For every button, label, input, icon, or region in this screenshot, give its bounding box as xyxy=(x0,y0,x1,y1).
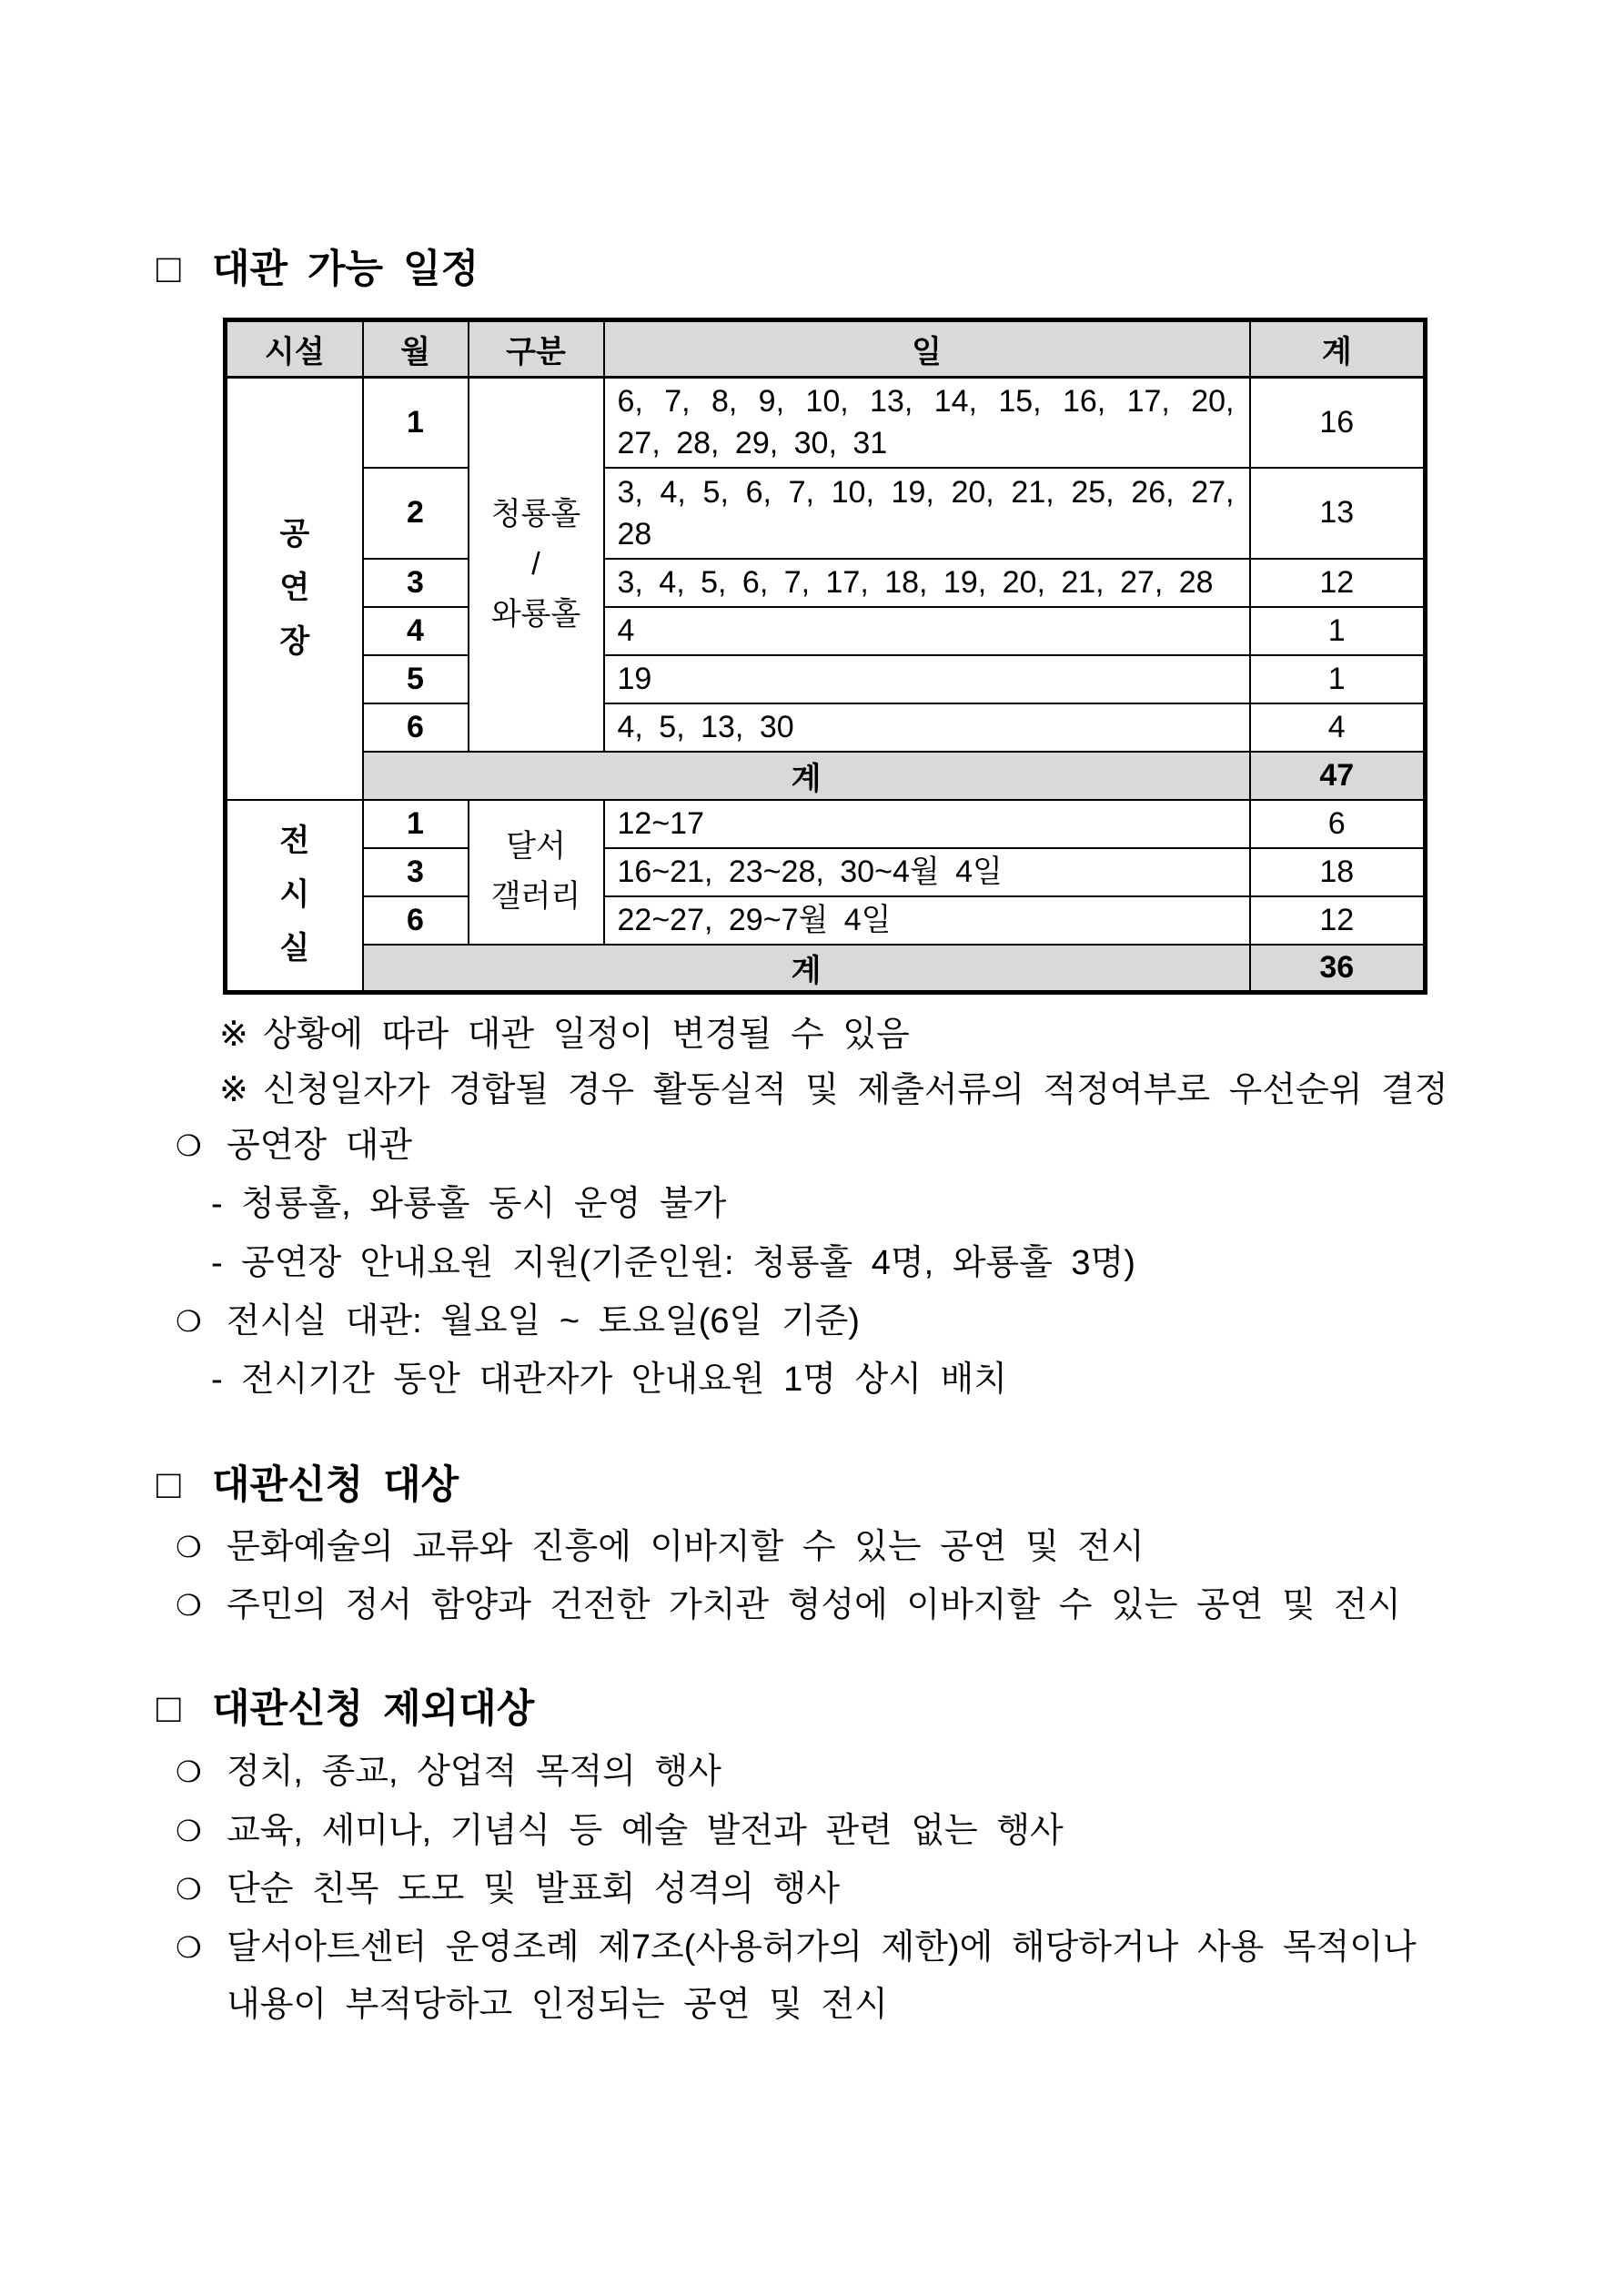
bullet-item xyxy=(0,1922,1624,1973)
facility-cell-performance xyxy=(226,378,363,800)
month-cell: 6 xyxy=(363,703,469,752)
circle-bullet-icon: ❍ xyxy=(176,1589,202,1622)
facility-label: 공연장 xyxy=(279,517,310,660)
subtotal-value: 47 xyxy=(1250,752,1426,800)
count-cell: 1 xyxy=(1250,607,1426,655)
subtotal-row xyxy=(226,945,1426,993)
category-cell-halls xyxy=(469,378,604,752)
count-cell: 6 xyxy=(1250,800,1426,848)
days-cell xyxy=(604,896,1250,945)
section-title: 대관 가능 일정 xyxy=(212,248,479,291)
days-cell xyxy=(604,607,1250,655)
sub-item-text: 공연장 안내요원 지원(기준인원: 청룡홀 4명, 와룡홀 3명) xyxy=(241,1244,1135,1282)
month-cell: 1 xyxy=(363,800,469,848)
table-row xyxy=(226,848,1426,896)
circle-bullet-icon: ❍ xyxy=(176,1129,202,1162)
note-line xyxy=(0,1065,1624,1116)
days-line: 3, 4, 5, 6, 7, 17, 18, 19, 20, 21, 27, 28 xyxy=(617,565,1214,600)
month-cell: 6 xyxy=(363,896,469,945)
count-cell: 12 xyxy=(1250,559,1426,607)
circle-bullet-icon: ❍ xyxy=(176,1931,202,1964)
bullet-text: 주민의 정서 함양과 건전한 가치관 형성에 이바지할 수 있는 공연 및 전시 xyxy=(227,1586,1401,1624)
table-header-row xyxy=(226,320,1426,378)
days-line: 6, 7, 8, 9, 10, 13, 14, 15, 16, 17, 20, xyxy=(617,384,1235,420)
reference-mark-icon: ※ xyxy=(219,1071,248,1109)
days-line: 28 xyxy=(617,516,652,551)
bullet-text: 문화예술의 교류와 진흥에 이바지할 수 있는 공연 및 전시 xyxy=(227,1528,1145,1566)
header-month: 월 xyxy=(363,320,469,378)
header-category: 구분 xyxy=(469,320,604,378)
bullet-item xyxy=(0,1580,1624,1631)
category-line: 갤러리 xyxy=(490,879,581,914)
days-line: 4, 5, 13, 30 xyxy=(617,710,794,744)
facility-cell-exhibition xyxy=(226,800,363,993)
square-bullet-icon: □ xyxy=(156,1462,181,1507)
count-cell: 18 xyxy=(1250,848,1426,896)
dash-marker: - xyxy=(211,1185,223,1223)
circle-bullet-icon: ❍ xyxy=(176,1873,202,1906)
days-cell xyxy=(604,848,1250,896)
rental-schedule-table xyxy=(223,318,1427,995)
category-line: 달서 xyxy=(506,829,566,864)
section-heading-excluded xyxy=(0,1681,1624,1737)
table-row xyxy=(226,378,1426,468)
subtotal-label: 계 xyxy=(363,945,1250,993)
bullet-text: 정치, 종교, 상업적 목적의 행사 xyxy=(227,1753,721,1791)
category-line: 청룡홀 xyxy=(490,496,581,531)
reference-mark-icon: ※ xyxy=(219,1016,248,1054)
sub-item xyxy=(0,1354,1624,1405)
month-cell: 2 xyxy=(363,468,469,559)
table-row xyxy=(226,559,1426,607)
section-heading-schedule xyxy=(0,241,1624,298)
bullet-text: 달서아트센터 운영조례 제7조(사용허가의 제한)에 해당하거나 사용 목적이나 xyxy=(227,1928,1417,1967)
month-cell: 5 xyxy=(363,655,469,703)
days-cell xyxy=(604,378,1250,468)
category-cell-gallery xyxy=(469,800,604,945)
table-row xyxy=(226,800,1426,848)
month-cell: 3 xyxy=(363,559,469,607)
month-cell: 1 xyxy=(363,378,469,468)
days-line: 16~21, 23~28, 30~4월 4일 xyxy=(617,855,1003,889)
count-cell: 12 xyxy=(1250,896,1426,945)
note-text: 상황에 따라 대관 일정이 변경될 수 있음 xyxy=(263,1016,910,1054)
bullet-item xyxy=(0,1746,1624,1797)
circle-bullet-icon: ❍ xyxy=(176,1531,202,1563)
dash-marker: - xyxy=(211,1360,223,1399)
bullet-text: 공연장 대관 xyxy=(227,1127,413,1165)
sub-item xyxy=(0,1178,1624,1229)
month-cell: 4 xyxy=(363,607,469,655)
bullet-item xyxy=(0,1864,1624,1915)
header-count: 계 xyxy=(1250,320,1426,378)
days-line: 3, 4, 5, 6, 7, 10, 19, 20, 21, 25, 26, 27, xyxy=(617,474,1235,510)
table-row xyxy=(226,655,1426,703)
days-cell xyxy=(604,800,1250,848)
days-line: 27, 28, 29, 30, 31 xyxy=(617,426,888,461)
section-heading-eligible xyxy=(0,1457,1624,1513)
sub-item xyxy=(0,1238,1624,1289)
bullet-continuation xyxy=(0,1979,1624,2030)
circle-bullet-icon: ❍ xyxy=(176,1755,202,1788)
circle-bullet-icon: ❍ xyxy=(176,1815,202,1847)
bullet-item xyxy=(0,1120,1624,1171)
section-title: 대관신청 제외대상 xyxy=(212,1687,535,1731)
days-line: 4 xyxy=(617,613,635,648)
section-title: 대관신청 대상 xyxy=(212,1463,459,1507)
days-line: 19 xyxy=(617,662,652,696)
days-cell xyxy=(604,655,1250,703)
dash-marker: - xyxy=(211,1244,223,1282)
note-text: 신청일자가 경합될 경우 활동실적 및 제출서류의 적정여부로 우선순위 결정 xyxy=(263,1071,1448,1109)
bullet-text: 단순 친목 도모 및 발표회 성격의 행사 xyxy=(227,1870,840,1908)
bullet-item xyxy=(0,1805,1624,1856)
table-row xyxy=(226,607,1426,655)
days-cell xyxy=(604,559,1250,607)
days-line: 22~27, 29~7월 4일 xyxy=(617,903,892,937)
table-row xyxy=(226,896,1426,945)
header-facility: 시설 xyxy=(226,320,363,378)
bullet-text: 교육, 세미나, 기념식 등 예술 발전과 관련 없는 행사 xyxy=(227,1812,1064,1850)
days-cell xyxy=(604,703,1250,752)
category-line: / xyxy=(531,546,540,582)
note-line xyxy=(0,1009,1624,1060)
circle-bullet-icon: ❍ xyxy=(176,1305,202,1338)
sub-item-text: 청룡홀, 와룡홀 동시 운영 불가 xyxy=(241,1185,727,1223)
square-bullet-icon: □ xyxy=(156,247,181,291)
days-line: 12~17 xyxy=(617,806,704,841)
bullet-item xyxy=(0,1296,1624,1347)
sub-item-text: 전시기간 동안 대관자가 안내요원 1명 상시 배치 xyxy=(241,1360,1007,1399)
facility-label: 전시실 xyxy=(279,824,310,966)
subtotal-value: 36 xyxy=(1250,945,1426,993)
header-days: 일 xyxy=(604,320,1250,378)
bullet-text: 전시실 대관: 월요일 ~ 토요일(6일 기준) xyxy=(227,1302,860,1340)
days-cell xyxy=(604,468,1250,559)
subtotal-label: 계 xyxy=(363,752,1250,800)
count-cell: 13 xyxy=(1250,468,1426,559)
count-cell: 4 xyxy=(1250,703,1426,752)
square-bullet-icon: □ xyxy=(156,1686,181,1731)
count-cell: 16 xyxy=(1250,378,1426,468)
bullet-item xyxy=(0,1522,1624,1573)
table-row xyxy=(226,468,1426,559)
count-cell: 1 xyxy=(1250,655,1426,703)
bullet-text: 내용이 부적당하고 인정되는 공연 및 전시 xyxy=(227,1986,888,2024)
table-row xyxy=(226,703,1426,752)
category-line: 와룡홀 xyxy=(490,596,581,632)
subtotal-row xyxy=(226,752,1426,800)
month-cell: 3 xyxy=(363,848,469,896)
